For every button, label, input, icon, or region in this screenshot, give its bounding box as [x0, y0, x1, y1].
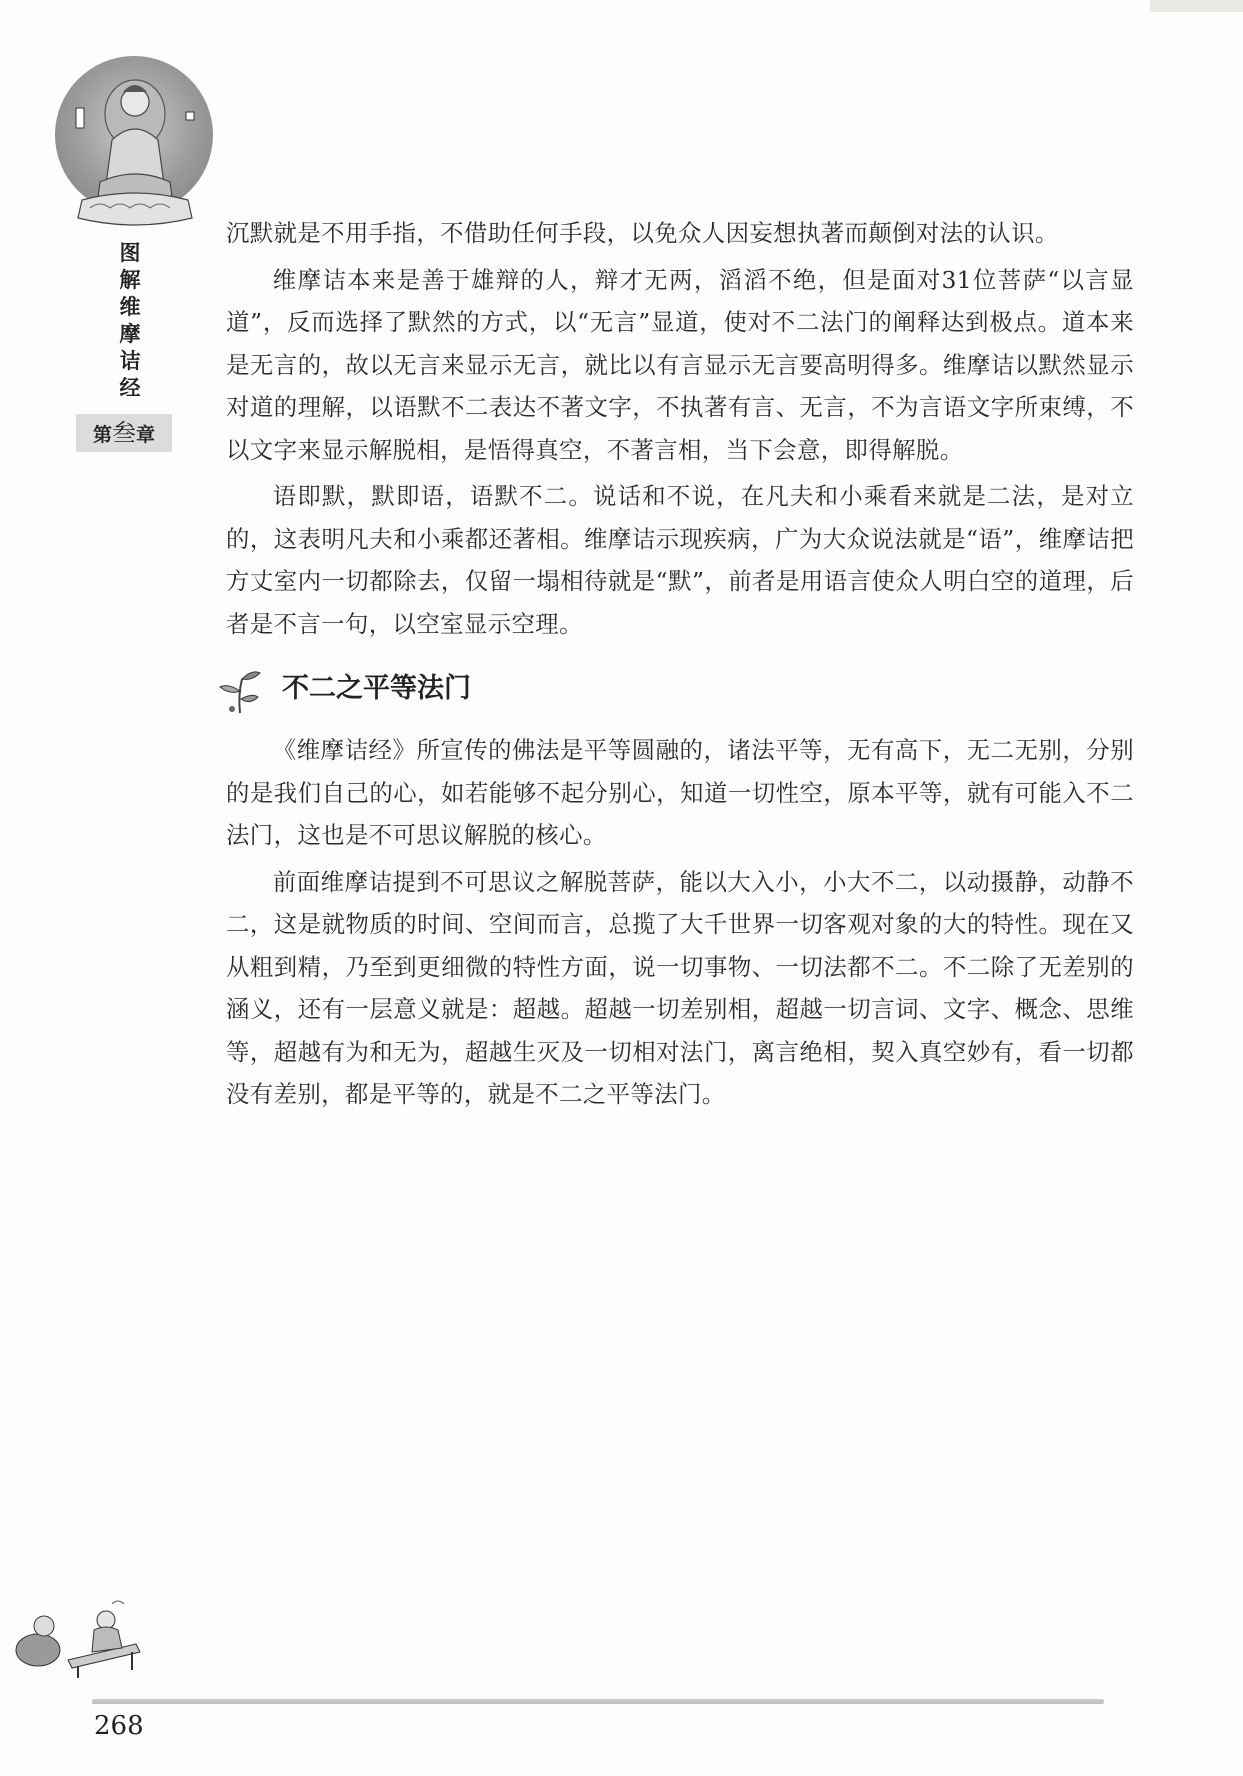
paragraph: 沉默就是不用手指，不借助任何手段，以免众人因妄想执著而颠倒对法的认识。	[226, 219, 1059, 247]
book-title-char: 经	[119, 376, 141, 400]
section-heading-text: 不二之平等法门	[282, 673, 471, 704]
paragraph: 维摩诘本来是善于雄辩的人，辩才无两，滔滔不绝，但是面对31位菩萨“以言显道”，反而选择了默然的方式，以“无言”显道，使对不二法门的阐释达到极点。道本来是无言的，故以无言来显示无言，就比以有言显示无言要高明得多。维摩诘以默然显示对道的理解，以语默不二表达不著文字，不执著有言、无言，不为言语文字所束缚，不以文字来显示解脱相，是悟得真空，不著言相，当下会意，即得解脱。	[226, 265, 1134, 464]
book-title-char: 解	[119, 268, 141, 292]
book-title-char: 图	[119, 241, 141, 265]
scan-edge	[1150, 0, 1243, 12]
chapter-prefix: 第	[92, 424, 112, 446]
section-heading	[226, 663, 1134, 719]
page-number: 268	[94, 1711, 144, 1741]
paragraph: 《维摩诘经》所宣传的佛法是平等圆融的，诸法平等，无有高下，无二无别，分别的是我们自己的心，如若能够不起分别心，知道一切性空，原本平等，就有可能入不二法门，这也是不可思议解脱的核心。	[226, 736, 1134, 849]
seated-figures-illustration-icon	[8, 1590, 148, 1680]
paragraph: 语即默，默即语，语默不二。说话和不说，在凡夫和小乘看来就是二法，是对立的，这表明凡夫和小乘都还著相。维摩诘示现疾病，广为大众说法就是“语”，维摩诘把方丈室内一切都除去，仅留一塌相待就是“默”，前者是用语言使众人明白空的道理，后者是不言一句，以空室显示空理。	[226, 482, 1134, 638]
footer-divider	[92, 1699, 1104, 1704]
book-title-vertical	[110, 240, 150, 405]
chapter-number: 叁	[112, 419, 136, 447]
book-title-char: 诘	[119, 349, 141, 373]
chapter-label	[76, 414, 172, 452]
plant-ornament-icon	[218, 665, 262, 715]
book-title-char: 维	[119, 295, 141, 319]
paragraph: 前面维摩诘提到不可思议之解脱菩萨，能以大入小，小大不二，以动摄静，动静不二，这是就物质的时间、空间而言，总揽了大千世界一切客观对象的大的特性。现在又从粗到精，乃至到更细微的特性方面，说一切事物、一切法都不二。不二除了无差别的涵义，还有一层意义就是：超越。超越一切差别相，超越一切言词、文字、概念、思维等，超越有为和无为，超越生灭及一切相对法门，离言绝相，契入真空妙有，看一切都没有差别，都是平等的，就是不二之平等法门。	[226, 867, 1134, 1108]
book-title-char: 摩	[119, 322, 141, 346]
buddha-illustration-icon	[60, 62, 210, 232]
main-text	[226, 212, 1134, 1120]
chapter-suffix: 章	[136, 424, 156, 446]
